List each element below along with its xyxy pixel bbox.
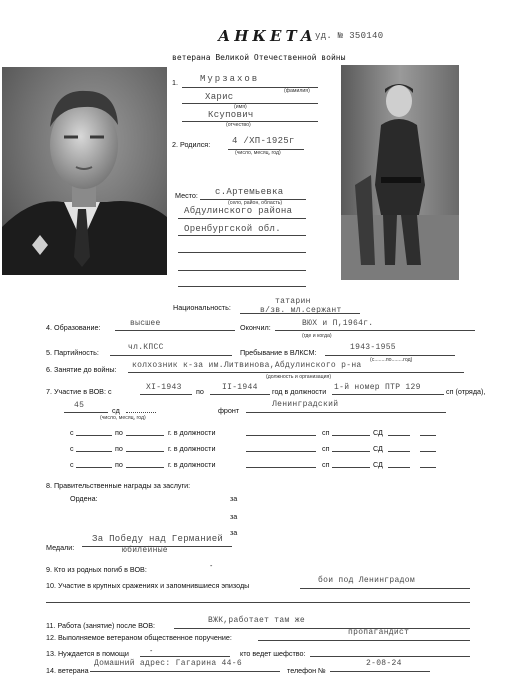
caretaker-label: кто ведет шефство: (240, 649, 306, 658)
birth-date-value: 4 /ХП-1925г (232, 136, 295, 146)
awards-label: 8. Правительственные награды за заслуги: (46, 481, 191, 490)
surname-value: Мурзахов (200, 74, 260, 84)
party-value: чл.КПСС (128, 343, 164, 352)
fallen-relatives-label: 9. Кто из родных погиб в ВОВ: (46, 565, 147, 574)
public-duty-value: пропагандист (348, 628, 410, 637)
row-to-label: по (115, 460, 123, 469)
name-value: Харис (205, 92, 234, 102)
za-1: за (230, 494, 238, 503)
surname-caption: (фамилия) (284, 88, 310, 94)
row-position-label: г. в должности (168, 444, 216, 453)
sp-label: сп (отряда), (446, 387, 486, 396)
fallen-relatives-value: - (210, 561, 213, 570)
prewar-value: колхозник к-за им.Литвинова,Абдулинского р-на (132, 361, 362, 370)
row-regiment-label: сп (322, 444, 330, 453)
postwar-work-label: 11. Работа (занятие) после ВОВ: (46, 621, 156, 630)
needs-help-value: - (150, 646, 153, 655)
birth-place-caption: (село, район, область) (228, 200, 283, 206)
row-division-label: СД (373, 428, 383, 437)
address-field-label: 14. ветерана (46, 666, 89, 675)
ww2-from-value: XI-1943 (146, 383, 182, 392)
home-address-value: Домашний адрес: Гагарина 44-6 (94, 659, 242, 668)
za-3: за (230, 528, 238, 537)
ww2-label: 7. Участие в ВОВ: с (46, 387, 112, 396)
front-label: фронт (218, 406, 240, 415)
front-value: Ленинградский (272, 400, 339, 409)
ww2-service-label: год в должности (272, 387, 327, 396)
veteran-portrait-photo (2, 67, 167, 275)
row-from-label: с (70, 460, 74, 469)
row-regiment-label: сп (322, 460, 330, 469)
birth-place-village: с.Артемьевка (215, 187, 284, 197)
komsomol-caption: (с........по........год) (370, 357, 413, 363)
education-value: высшее (130, 319, 161, 328)
phone-value: 2-08-24 (366, 659, 402, 668)
komsomol-label: Пребывание в ВЛКСМ: (240, 348, 317, 357)
ww2-to-label: по (196, 387, 204, 396)
nationality-value: татарин (275, 297, 311, 306)
name-caption: (имя) (234, 104, 247, 110)
graduated-caption: (где и когда) (302, 333, 332, 339)
row-to-label: по (115, 444, 123, 453)
birth-label: 2. Родился: (172, 140, 211, 149)
phone-label: телефон № (287, 666, 326, 675)
row-division-label: СД (373, 444, 383, 453)
division-label: сд (112, 406, 120, 415)
postwar-work-value: ВЖК,работает там же (208, 616, 305, 625)
education-label: 4. Образование: (46, 323, 101, 332)
certificate-number: уд. № 350140 (315, 31, 384, 41)
birth-place-district: Абдулинского района (184, 206, 293, 216)
graduated-value: ВЮХ и П,1964г. (302, 319, 374, 328)
row-from-label: с (70, 428, 74, 437)
orders-label: Ордена: (70, 494, 98, 503)
za-2: за (230, 512, 238, 521)
row-division-label: СД (373, 460, 383, 469)
prewar-label: 6. Занятие до войны: (46, 365, 117, 374)
row-position-label: г. в должности (168, 428, 216, 437)
row-regiment-label: сп (322, 428, 330, 437)
needs-help-label: 13. Нуждается в помощи (46, 649, 129, 658)
prewar-caption: (должность и организация) (266, 374, 332, 380)
form-subtitle: ветерана Великой Отечественной войны (172, 53, 346, 62)
komsomol-value: 1943-1955 (350, 343, 396, 352)
division-value: 45 (74, 401, 85, 410)
veteran-wartime-photo (341, 65, 459, 280)
ww2-position-value: 1-й номер ПТР 129 (334, 383, 421, 392)
patronymic-value: Ксупович (208, 110, 254, 120)
graduated-label: Окончил: (240, 323, 271, 332)
rank-note: в/зв. мл.сержант (260, 306, 342, 315)
field-1-number: 1. (172, 78, 178, 87)
row-to-label: по (115, 428, 123, 437)
public-duty-label: 12. Выполняемое ветераном общественное поручение: (46, 633, 232, 642)
row-position-label: г. в должности (168, 460, 216, 469)
battles-value: бои под Ленинградом (318, 576, 415, 585)
form-title: АНКЕТА (218, 27, 317, 45)
medals-label: Медали: (46, 543, 75, 552)
ww2-to-value: II-1944 (222, 383, 258, 392)
date-caption: (число, месяц, год) (100, 415, 146, 421)
nationality-label: Национальность: (173, 303, 231, 312)
birth-date-caption: (число, месяц, год) (235, 150, 281, 156)
patronymic-caption: (отчество) (226, 122, 251, 128)
party-label: 5. Партийность: (46, 348, 99, 357)
birth-place-region: Оренбургской обл. (184, 224, 281, 234)
row-from-label: с (70, 444, 74, 453)
medal-2: юбилейные (122, 546, 168, 555)
battles-label: 10. Участие в крупных сражениях и запомнившиеся эпизоды (46, 581, 250, 590)
place-label: Место: (175, 191, 198, 200)
medal-1: За Победу над Германией (92, 534, 224, 544)
